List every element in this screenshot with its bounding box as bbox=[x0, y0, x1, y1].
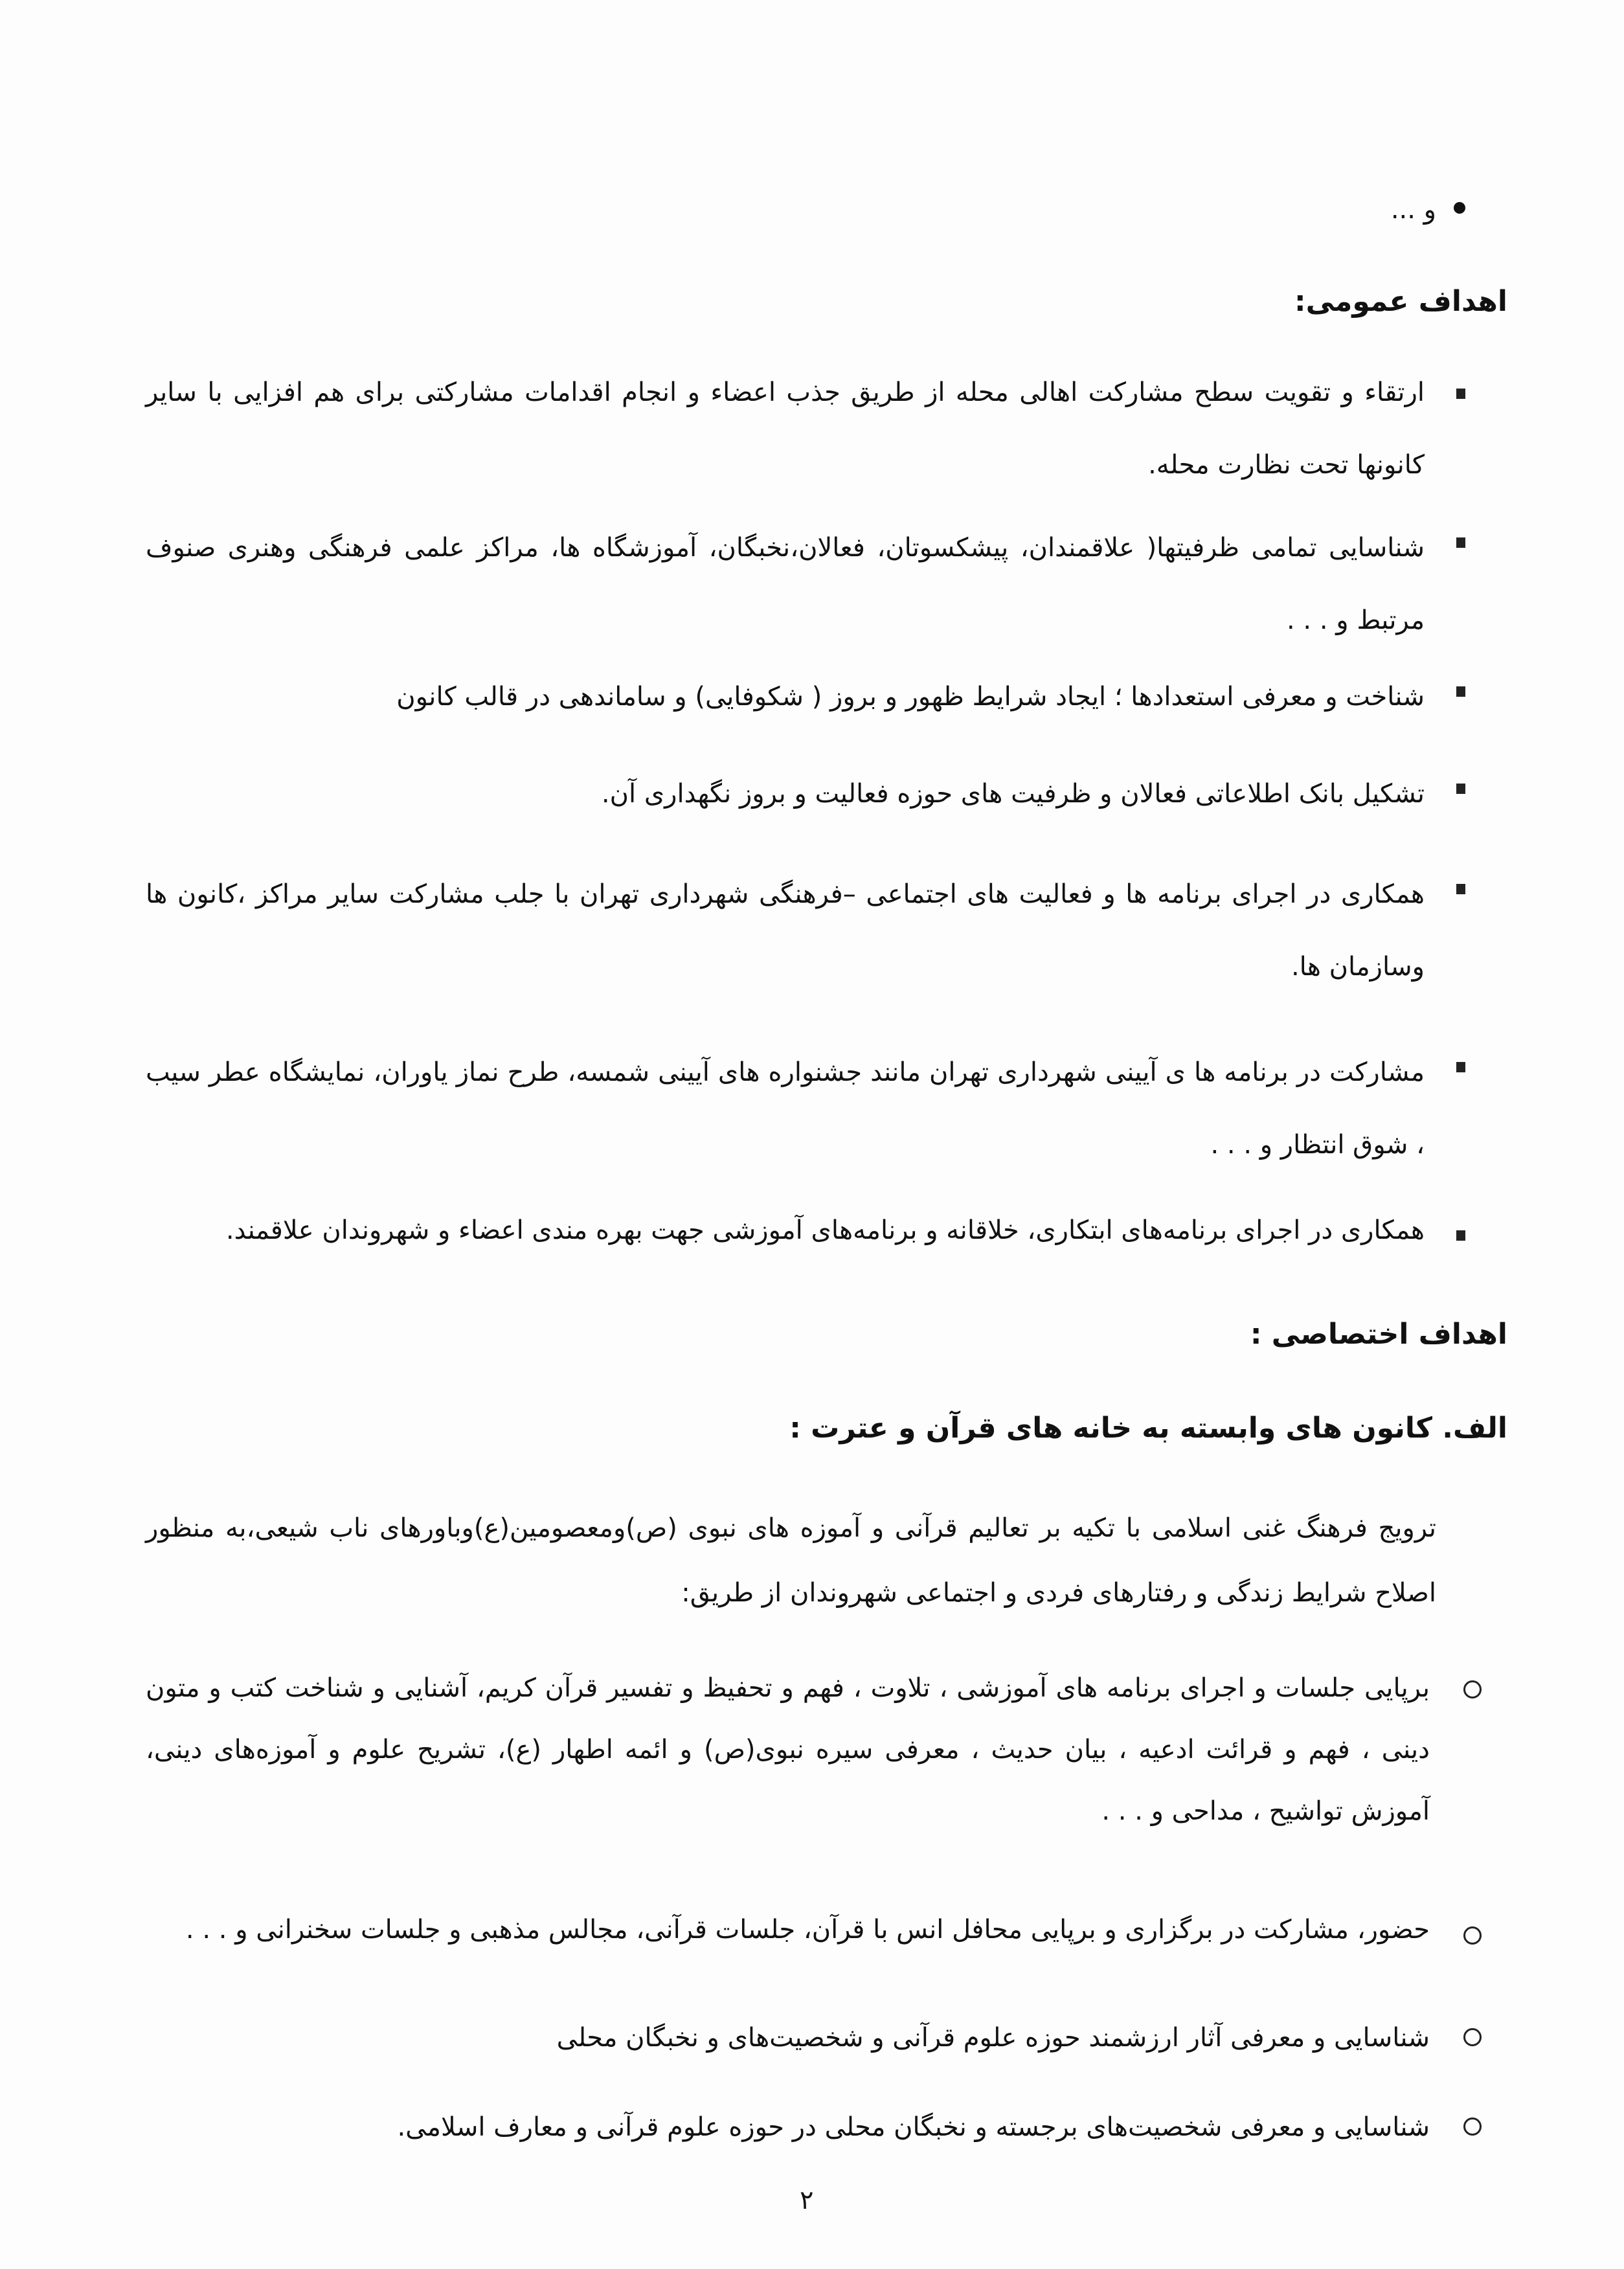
general-goal-item: ارتقاء و تقویت سطح مشارکت اهالی محله از طریق جذب اعضاء و انجام اقدامات مشارکتی برای هم افزایی با سایر کانونها تحت نظارت محله. bbox=[146, 378, 1425, 480]
bullet-circle bbox=[1463, 2117, 1482, 2136]
general-goal-item: همکاری در اجرای برنامه‌های ابتکاری، خلاقانه و برنامه‌های آموزشی جهت بهره مندی اعضاء و شهروندان علاقمند. bbox=[225, 1215, 1425, 1245]
specific-goal-item: شناسایی و معرفی آثار ارزشمند حوزه علوم قرآنی و شخصیت‌های و نخبگان محلی bbox=[556, 2023, 1430, 2053]
page-number: ۲ bbox=[800, 2185, 814, 2215]
general-goal-item: شناخت و معرفی استعدادها ؛ ایجاد شرایط ظهور و بروز ( شکوفایی) و ساماندهی در قالب کانون bbox=[396, 682, 1425, 712]
bullet-square bbox=[1456, 1230, 1465, 1241]
bullet-dot bbox=[1454, 202, 1465, 214]
bullet-square bbox=[1456, 1062, 1465, 1072]
bullet-square bbox=[1456, 784, 1465, 794]
general-goal-item: مشارکت در برنامه ها ی آیینی شهرداری تهران مانند جشنواره های آیینی شمسه، طرح نماز یاوران، نمایشگاه عطر سیب ، شوق انتظار و . . . bbox=[146, 1057, 1425, 1160]
bullet-circle bbox=[1463, 1926, 1482, 1945]
general-goal-item: شناسایی تمامی ظرفیتها( علاقمندان، پیشکسوتان، فعالان،نخبگان، آموزشگاه ها، مراکز علمی فرهنگی وهنری صنوف مرتبط و . . . bbox=[146, 533, 1425, 635]
specific-goal-item: حضور، مشارکت در برگزاری و برپایی محافل انس با قرآن، جلسات قرآنی، مجالس مذهبی و جلسات سخنرانی و . . . bbox=[185, 1915, 1430, 1945]
bullet-square bbox=[1456, 389, 1465, 399]
section-a-heading: الف. کانون های وابسته به خانه های قرآن و عترت : bbox=[789, 1412, 1507, 1445]
bullet-circle bbox=[1463, 1680, 1482, 1699]
specific-goals-heading: اهداف اختصاصی : bbox=[1250, 1318, 1507, 1351]
bullet-square bbox=[1456, 884, 1465, 894]
specific-goal-item: برپایی جلسات و اجرای برنامه های آموزشی ، تلاوت ، فهم و تحفیظ و تفسیر قرآن کریم، آشنایی و شناخت کتب و متون دینی ، فهم و قرائت ادعیه ، بیان حدیث ، معرفی سیره نبوی(ص) و ائمه اطهار (ع)، تشریح علوم و آموزه‌های دینی، آموزش تواشیح ، مداحی و . . . bbox=[146, 1673, 1430, 1826]
general-goal-item: تشکیل بانک اطلاعاتی فعالان و ظرفیت های حوزه فعالیت و بروز نگهداری آن. bbox=[601, 779, 1425, 809]
general-goals-heading: اهداف عمومی: bbox=[1294, 285, 1507, 318]
bullet-square bbox=[1456, 537, 1465, 548]
bullet-square bbox=[1456, 686, 1465, 697]
top-bullet-text: و ... bbox=[1390, 195, 1436, 225]
section-a-paragraph: ترویج فرهنگ غنی اسلامی با تکیه بر تعالیم قرآنی و آموزه های نبوی (ص)ومعصومین(ع)وباورهای ناب شیعی،به منظور اصلاح شرایط زندگی و رفتارهای فردی و اجتماعی شهروندان از طریق: bbox=[146, 1513, 1436, 1608]
specific-goal-item: شناسایی و معرفی شخصیت‌های برجسته و نخبگان محلی در حوزه علوم قرآنی و معارف اسلامی. bbox=[397, 2112, 1430, 2142]
bullet-circle bbox=[1463, 2028, 1482, 2046]
general-goal-item: همکاری در اجرای برنامه ها و فعالیت های اجتماعی –فرهنگی شهرداری تهران با جلب مشارکت سایر مراکز ،کانون ها وسازمان ها. bbox=[146, 879, 1425, 982]
